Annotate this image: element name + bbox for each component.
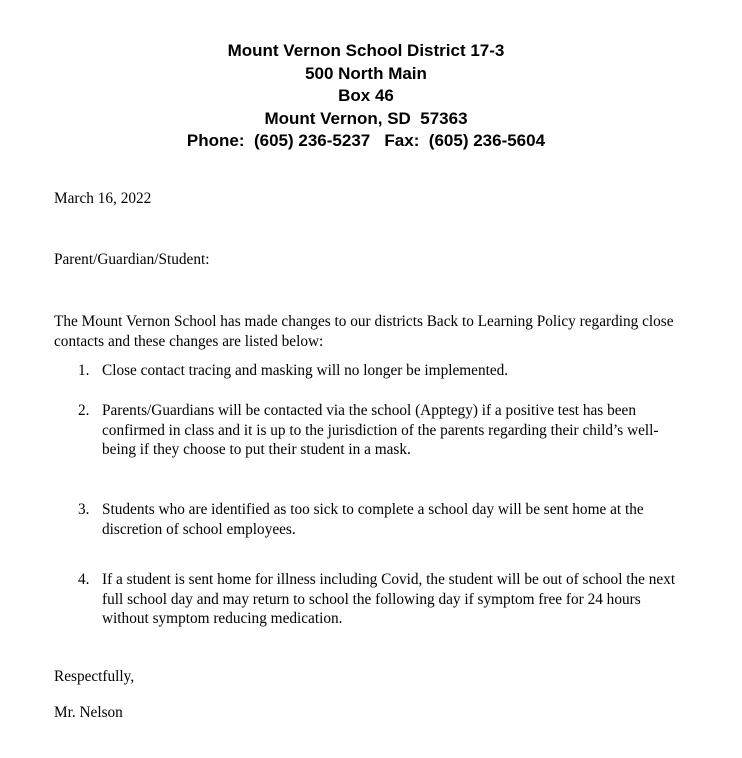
letter-date: March 16, 2022 bbox=[54, 190, 152, 207]
letterhead bbox=[0, 40, 732, 153]
list-item-text: Close contact tracing and masking will no longer be implemented. bbox=[102, 362, 509, 379]
list-item-text: Students who are identified as too sick to complete a school day will be sent home at the discretion of school employees. bbox=[102, 501, 644, 538]
list-item-number: 1. bbox=[78, 362, 90, 379]
closing: Respectfully, bbox=[54, 668, 135, 685]
list-item-text: Parents/Guardians will be contacted via the school (Apptegy) if a positive test has been confirmed in class and it is up to the jurisdiction of the parents regarding their child’s well-being if they choose to put their student in a mask. bbox=[102, 402, 659, 458]
city-state-zip: Mount Vernon, SD 57363 bbox=[264, 108, 468, 128]
po-box: Box 46 bbox=[338, 86, 394, 105]
signature-name: Mr. Nelson bbox=[54, 704, 123, 721]
contact-line: Phone: (605) 236-5237 Fax: (605) 236-5604 bbox=[186, 131, 546, 150]
list-item-number: 3. bbox=[78, 501, 90, 518]
list-item-number: 4. bbox=[78, 571, 90, 588]
salutation: Parent/Guardian/Student: bbox=[54, 251, 210, 268]
intro-paragraph: The Mount Vernon School has made changes to our districts Back to Learning Policy regarding close contacts and these changes are listed below: bbox=[54, 313, 674, 350]
street-address: 500 North Main bbox=[305, 63, 427, 83]
list-item-text: If a student is sent home for illness including Covid, the student will be out of school the next full school day and may return to school the following day if symptom free for 24 hours without symptom reducing medication. bbox=[102, 571, 676, 627]
district-name: Mount Vernon School District 17-3 bbox=[227, 41, 505, 60]
list-item-number: 2. bbox=[78, 402, 90, 419]
